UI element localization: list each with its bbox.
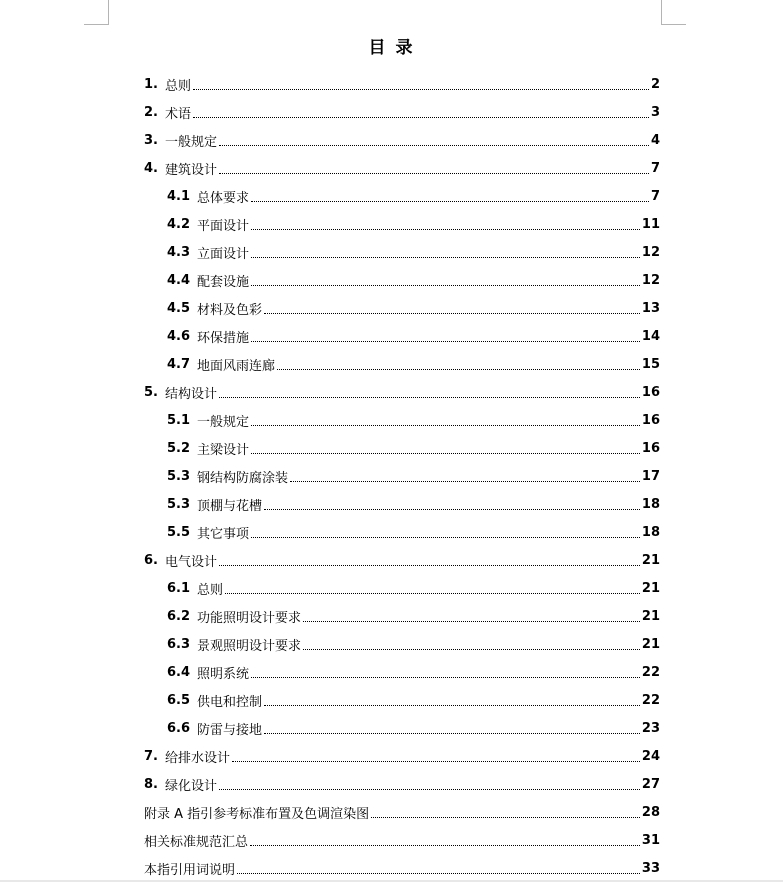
toc-entry[interactable] bbox=[167, 182, 660, 210]
toc-entry-page-number: 21 bbox=[641, 608, 660, 624]
dot-leader bbox=[251, 452, 640, 454]
toc-entry-page-number: 7 bbox=[650, 188, 660, 204]
toc-entry-label: 防雷与接地 bbox=[197, 722, 263, 738]
toc-entry[interactable] bbox=[144, 98, 660, 126]
toc-entry-number: 4.5 bbox=[167, 300, 191, 316]
toc-entry[interactable] bbox=[144, 378, 660, 406]
toc-entry[interactable] bbox=[144, 770, 660, 798]
dot-leader bbox=[251, 536, 640, 538]
toc-entry-page-number: 4 bbox=[650, 132, 660, 148]
toc-entry[interactable] bbox=[144, 742, 660, 770]
toc-entry[interactable] bbox=[167, 238, 660, 266]
toc-entry-label: 一般规定 bbox=[197, 414, 250, 430]
toc-entry-page-number: 17 bbox=[641, 468, 660, 484]
crop-mark-top-right bbox=[661, 0, 686, 25]
toc-entry-number: 5.3 bbox=[167, 496, 191, 512]
dot-leader bbox=[251, 256, 640, 258]
toc-entry-label: 电气设计 bbox=[164, 554, 217, 570]
toc-entry-number: 4.2 bbox=[167, 216, 191, 232]
toc-entry-number: 6.3 bbox=[167, 636, 191, 652]
toc-entry-page-number: 18 bbox=[641, 496, 660, 512]
toc-entry-number: 2. bbox=[144, 104, 158, 120]
toc-entry-number: 5.1 bbox=[167, 412, 191, 428]
toc-entry-page-number: 33 bbox=[641, 860, 660, 876]
right-margin bbox=[660, 0, 783, 880]
toc-entry-label: 本指引用词说明 bbox=[144, 862, 236, 878]
dot-leader bbox=[251, 340, 640, 342]
toc-entry-label: 其它事项 bbox=[197, 526, 250, 542]
toc-entry-page-number: 14 bbox=[641, 328, 660, 344]
toc-entry-label: 给排水设计 bbox=[164, 750, 230, 766]
dot-leader bbox=[251, 200, 649, 202]
toc-entry-label: 顶棚与花槽 bbox=[197, 498, 263, 514]
toc-entry[interactable] bbox=[144, 154, 660, 182]
toc-entry-number: 5.5 bbox=[167, 524, 191, 540]
toc-entry[interactable] bbox=[167, 490, 660, 518]
toc-entry-page-number: 28 bbox=[641, 804, 660, 820]
toc-entry[interactable] bbox=[167, 630, 660, 658]
toc-entry-number: 6.5 bbox=[167, 692, 191, 708]
toc-entry-number: 5. bbox=[144, 384, 158, 400]
dot-leader bbox=[264, 508, 640, 510]
toc-entry-page-number: 16 bbox=[641, 440, 660, 456]
dot-leader bbox=[219, 144, 649, 146]
toc-entry-label: 环保措施 bbox=[197, 330, 250, 346]
toc-entry[interactable] bbox=[167, 602, 660, 630]
toc-entry-label: 材料及色彩 bbox=[197, 302, 263, 318]
dot-leader bbox=[303, 648, 640, 650]
dot-leader bbox=[219, 564, 640, 566]
toc-entry-label: 结构设计 bbox=[164, 386, 217, 402]
toc-entry-label: 一般规定 bbox=[164, 134, 217, 150]
toc-entry[interactable] bbox=[167, 266, 660, 294]
toc-entry-number: 6. bbox=[144, 552, 158, 568]
toc-entry-label: 建筑设计 bbox=[164, 162, 217, 178]
dot-leader bbox=[290, 480, 640, 482]
toc-entry-page-number: 22 bbox=[641, 664, 660, 680]
toc-entry-label: 术语 bbox=[164, 106, 191, 122]
toc-entry-page-number: 21 bbox=[641, 552, 660, 568]
toc-entry-number: 4.3 bbox=[167, 244, 191, 260]
toc-entry-label: 平面设计 bbox=[197, 218, 250, 234]
toc-entry-number: 1. bbox=[144, 76, 158, 92]
toc-entry[interactable] bbox=[167, 658, 660, 686]
dot-leader bbox=[251, 284, 640, 286]
dot-leader bbox=[277, 368, 640, 370]
dot-leader bbox=[264, 312, 640, 314]
dot-leader bbox=[193, 88, 649, 90]
toc-entry[interactable] bbox=[167, 294, 660, 322]
toc-entry-label: 钢结构防腐涂装 bbox=[197, 470, 289, 486]
toc-entry-label: 总则 bbox=[164, 78, 191, 94]
toc-entry-page-number: 15 bbox=[641, 356, 660, 372]
dot-leader bbox=[225, 592, 640, 594]
toc-entry-number: 7. bbox=[144, 748, 158, 764]
toc-entry-number: 5.3 bbox=[167, 468, 191, 484]
toc-entry[interactable] bbox=[167, 350, 660, 378]
toc-entry[interactable] bbox=[144, 826, 660, 854]
dot-leader bbox=[219, 172, 649, 174]
toc-entry-number: 3. bbox=[144, 132, 158, 148]
dot-leader bbox=[264, 704, 640, 706]
toc-entry-number: 4.6 bbox=[167, 328, 191, 344]
toc-entry-page-number: 16 bbox=[641, 384, 660, 400]
dot-leader bbox=[264, 732, 640, 734]
toc-entry-label: 供电和控制 bbox=[197, 694, 263, 710]
toc-entry-label: 功能照明设计要求 bbox=[197, 610, 302, 626]
toc-entry-page-number: 23 bbox=[641, 720, 660, 736]
dot-leader bbox=[250, 844, 640, 846]
toc-entry-number: 4. bbox=[144, 160, 158, 176]
toc-entry-label: 景观照明设计要求 bbox=[197, 638, 302, 654]
toc-entry-page-number: 12 bbox=[641, 244, 660, 260]
toc-entry-label: 相关标准规范汇总 bbox=[144, 834, 249, 850]
toc-entry-number: 5.2 bbox=[167, 440, 191, 456]
toc-entry-label: 配套设施 bbox=[197, 274, 250, 290]
toc-entry-number: 6.4 bbox=[167, 664, 191, 680]
toc-entry-number: 4.4 bbox=[167, 272, 191, 288]
dot-leader bbox=[219, 788, 640, 790]
toc-entry[interactable] bbox=[144, 546, 660, 574]
toc-entry-page-number: 7 bbox=[650, 160, 660, 176]
toc-entry-page-number: 2 bbox=[650, 76, 660, 92]
toc-entry-page-number: 21 bbox=[641, 580, 660, 596]
toc-entry-page-number: 22 bbox=[641, 692, 660, 708]
toc-entry-page-number: 3 bbox=[650, 104, 660, 120]
toc-entry[interactable] bbox=[167, 686, 660, 714]
dot-leader bbox=[251, 676, 640, 678]
left-margin bbox=[0, 0, 108, 880]
toc-entry-page-number: 11 bbox=[641, 216, 660, 232]
toc-entry-label: 主梁设计 bbox=[197, 442, 250, 458]
dot-leader bbox=[251, 228, 640, 230]
toc-entry-label: 绿化设计 bbox=[164, 778, 217, 794]
toc-entry-number: 4.7 bbox=[167, 356, 191, 372]
dot-leader bbox=[237, 872, 640, 874]
toc-entry-label: 总体要求 bbox=[197, 190, 250, 206]
toc-entry[interactable] bbox=[167, 462, 660, 490]
toc-entry[interactable] bbox=[167, 322, 660, 350]
toc-entry-label: 地面风雨连廊 bbox=[197, 358, 276, 374]
toc-entry-page-number: 27 bbox=[641, 776, 660, 792]
toc-entry-page-number: 18 bbox=[641, 524, 660, 540]
dot-leader bbox=[193, 116, 649, 118]
toc-entry-label: 立面设计 bbox=[197, 246, 250, 262]
toc-entry-page-number: 31 bbox=[641, 832, 660, 848]
toc-entry[interactable] bbox=[144, 126, 660, 154]
toc-entry[interactable] bbox=[167, 714, 660, 742]
dot-leader bbox=[371, 816, 640, 818]
toc-entry[interactable] bbox=[167, 434, 660, 462]
toc-entry-label: 总则 bbox=[197, 582, 224, 598]
toc-entry-number: 8. bbox=[144, 776, 158, 792]
toc-entry-number: 6.2 bbox=[167, 608, 191, 624]
toc-entry-page-number: 24 bbox=[641, 748, 660, 764]
toc-entry-label: 附录 A 指引参考标准布置及色调渲染图 bbox=[144, 806, 370, 822]
toc-entry[interactable] bbox=[144, 854, 660, 882]
toc-entry[interactable] bbox=[167, 406, 660, 434]
toc-entry[interactable] bbox=[144, 798, 660, 826]
toc-entry-number: 6.1 bbox=[167, 580, 191, 596]
crop-mark-top-left bbox=[84, 0, 109, 25]
toc-entry-label: 照明系统 bbox=[197, 666, 250, 682]
toc-entry[interactable] bbox=[167, 518, 660, 546]
toc-entry-page-number: 21 bbox=[641, 636, 660, 652]
toc-entry-page-number: 16 bbox=[641, 412, 660, 428]
dot-leader bbox=[251, 424, 640, 426]
toc-entry[interactable] bbox=[144, 70, 660, 98]
toc-entry-page-number: 13 bbox=[641, 300, 660, 316]
toc-entry[interactable] bbox=[167, 574, 660, 602]
dot-leader bbox=[219, 396, 640, 398]
toc-entry-number: 4.1 bbox=[167, 188, 191, 204]
dot-leader bbox=[232, 760, 640, 762]
toc-entry-page-number: 12 bbox=[641, 272, 660, 288]
toc-entry-number: 6.6 bbox=[167, 720, 191, 736]
page-title: 目 录 bbox=[368, 38, 415, 58]
toc-entry[interactable] bbox=[167, 210, 660, 238]
dot-leader bbox=[303, 620, 640, 622]
